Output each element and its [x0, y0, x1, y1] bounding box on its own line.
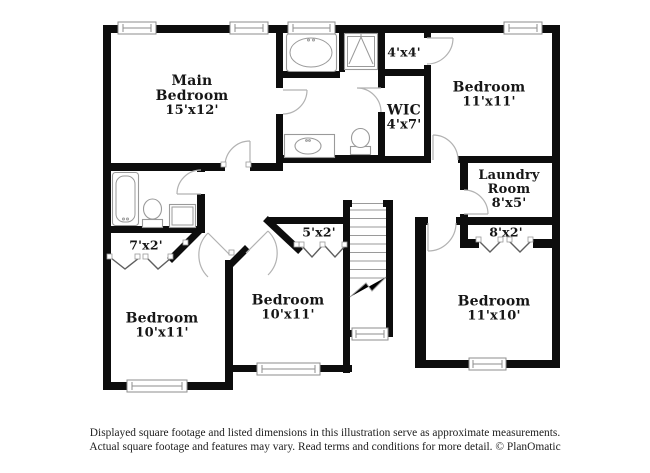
room-name: Bedroom — [155, 88, 229, 105]
wall-wic-left-a — [378, 76, 385, 88]
window — [469, 358, 506, 370]
disclaimer-line-2: Actual square footage and features may vary. Read terms and conditions for more detail. © PlanOmatic — [89, 440, 561, 453]
disclaimer-line-1: Displayed square footage and listed dimensions in this illustration serve as approximate measurements. — [89, 427, 561, 439]
wall-left — [103, 25, 111, 390]
room-dimensions: 11'x11' — [462, 94, 516, 110]
room-label-bedroom-bottom-middle — [252, 294, 325, 323]
room-dimensions: 10'x11' — [261, 307, 315, 323]
room-label-closet-8x2 — [489, 225, 523, 238]
room-name: WIC — [386, 102, 421, 119]
wall-trbed-bottom — [458, 156, 552, 163]
wall-laundry-bottom-a — [415, 217, 428, 225]
room-dimensions: 15'x12' — [165, 103, 219, 119]
window — [257, 363, 320, 375]
window — [352, 328, 388, 340]
stairs — [350, 204, 386, 298]
door-swing-hallbath — [177, 170, 201, 194]
bathtub-icon — [287, 34, 337, 72]
door-swing-bedroom-bottom-middle — [246, 231, 277, 275]
door-swing-wic — [357, 88, 381, 112]
room-label-bedroom-top-right — [453, 81, 526, 110]
wall-closet4x4-bottom — [378, 69, 431, 76]
wall-mainbed-bottom-a — [103, 163, 225, 171]
door-swing-closet4x4 — [427, 38, 453, 64]
shower-tray — [170, 205, 196, 228]
toilet-icon — [144, 199, 162, 219]
room-name: Main — [171, 73, 213, 90]
room-name: Bedroom — [457, 293, 531, 310]
window — [504, 22, 542, 34]
room-dimensions: 8'x5' — [491, 195, 527, 211]
window — [230, 22, 268, 34]
room-dimensions: 8'x2' — [489, 224, 523, 240]
room-label-main-bedroom — [156, 74, 229, 118]
window — [127, 380, 187, 392]
wall-stair-right — [386, 200, 393, 337]
stair-break-line — [350, 277, 386, 297]
wall-bedroom-divider — [225, 260, 233, 382]
toilet-icon — [352, 129, 370, 148]
room-label-wic — [387, 104, 422, 133]
room-dimensions: 5'x2' — [302, 224, 336, 240]
wall-closet5x2-top — [268, 217, 350, 224]
wall-trbed-left-a — [424, 25, 431, 38]
hall-bathroom-fixtures — [113, 173, 196, 228]
wall-wic-bottom — [378, 156, 431, 163]
door-swing-bedroom-bottom-right — [428, 223, 456, 251]
door-swing-bedroom-top-right — [433, 135, 458, 160]
room-dimensions: 4'x4' — [387, 44, 421, 60]
bifold-door-closet8x2 — [479, 241, 531, 252]
room-label-closet-5x2 — [302, 225, 336, 238]
wall-right — [552, 25, 560, 368]
room-name: Bedroom — [125, 310, 199, 327]
room-label-closet-7x2 — [129, 238, 163, 251]
stair-treads — [350, 210, 386, 278]
sink-icon — [295, 138, 321, 154]
room-name: Bedroom — [452, 79, 526, 96]
wall-closet8x2-front-right — [533, 239, 552, 248]
window — [118, 22, 156, 34]
wall-chamfer-closet5x2 — [268, 221, 298, 249]
room-dimensions: 4'x7' — [386, 117, 422, 133]
wall-mainbed-right-b — [276, 114, 283, 168]
wall-trbed-left-b — [424, 65, 431, 163]
room-label-closet-4x4 — [387, 45, 421, 58]
room-label-bedroom-bottom-right — [458, 295, 531, 324]
wall-laundry-left-a — [460, 163, 468, 190]
wall-stair-left — [343, 200, 350, 373]
wall-mainbed-right-a — [276, 25, 283, 88]
room-dimensions: 11'x10' — [467, 308, 521, 324]
room-dimensions: 7'x2' — [129, 237, 163, 253]
room-name: Room — [487, 182, 531, 198]
toilet-tank — [143, 220, 163, 228]
room-name: Laundry — [478, 168, 540, 184]
wall-stair-top-right — [383, 200, 393, 207]
main-bathroom-fixtures — [285, 34, 378, 158]
window — [288, 22, 335, 34]
disclaimer — [0, 427, 650, 454]
room-dimensions: 10'x11' — [135, 325, 189, 341]
wall-right-section — [415, 220, 426, 368]
room-label-laundry — [478, 169, 539, 211]
wall-mainbed-bottom-b — [250, 163, 283, 171]
room-label-bedroom-bottom-left — [126, 312, 199, 341]
bifold-door-closet7x2 — [111, 258, 171, 269]
door-swing-mainbed-to-bath — [283, 90, 307, 114]
wall-stair-top-left — [343, 200, 352, 207]
wall-wic-left-b — [378, 112, 385, 163]
bifold-door-closet5x2 — [302, 246, 345, 257]
wall-closet4x4-left — [378, 25, 385, 76]
room-name: Bedroom — [251, 292, 325, 309]
